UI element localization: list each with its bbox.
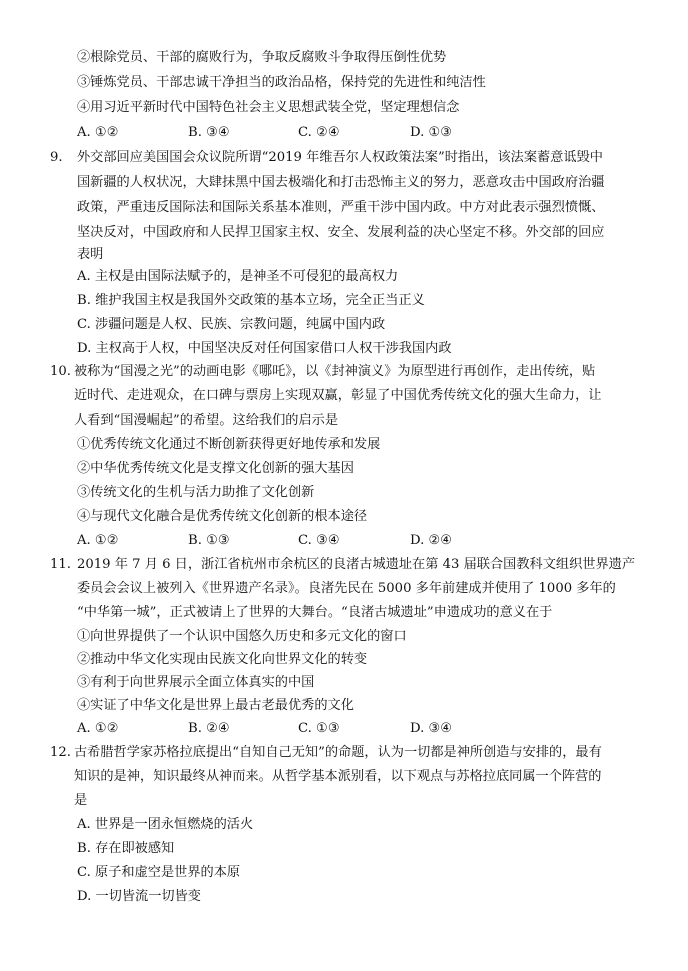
- q9-option-b: B. 维护我国主权是我国外交政策的基本立场，完全正当正义: [77, 293, 425, 308]
- q11-item-3: ③有利于向世界展示全面立体真实的中国: [77, 675, 315, 690]
- q10-item-2: ②中华优秀传统文化是支撑文化创新的强大基因: [77, 461, 354, 476]
- q10-item-1: ①优秀传统文化通过不断创新获得更好地传承和发展: [77, 437, 381, 452]
- q9-option-a: A. 主权是由国际法赋予的，是神圣不可侵犯的最高权力: [77, 269, 399, 284]
- q11-option-a: A. ①②: [77, 721, 119, 736]
- q9-stem-line-2: 国新疆的人权状况，大肆抹黑中国去极端化和打击恐怖主义的努力，恶意攻击中国政府治疆: [77, 175, 605, 190]
- q12-option-d: D. 一切皆流一切皆变: [77, 889, 201, 904]
- q9-number: 9.: [50, 150, 63, 165]
- q9-stem-line-3: 政策，严重违反国际法和国际关系基本准则，严重干涉中国内政。中方对此表示强烈愤慨、: [77, 200, 605, 215]
- q11-option-c: C. ①③: [298, 721, 340, 736]
- q9-stem-line-1: 外交部回应美国国会众议院所谓“2019 年维吾尔人权政策法案”时指出，该法案蓄意诋毁中: [77, 150, 603, 165]
- q12-stem-line-3: 是: [74, 793, 88, 808]
- q11-option-b: B. ②④: [188, 721, 230, 736]
- q10-option-b: B. ①③: [188, 533, 230, 548]
- q8-option-a: A. ①②: [77, 125, 119, 140]
- q12-stem-line-2: 知识的是神，知识最终从神而来。从哲学基本派别看，以下观点与苏格拉底同属一个阵营的: [74, 769, 602, 784]
- q9-stem-line-5: 表明: [77, 247, 104, 262]
- q11-item-2: ②推动中华文化实现由民族文化向世界文化的转变: [77, 652, 368, 667]
- q9-stem-line-4: 坚决反对，中国政府和人民捍卫国家主权、安全、发展利益的决心坚定不移。外交部的回应: [77, 225, 605, 240]
- q12-option-c: C. 原子和虚空是世界的本原: [77, 865, 241, 880]
- q12-stem-line-1: 古希腊哲学家苏格拉底提出“自知自己无知”的命题，认为一切都是神所创造与安排的，最有: [74, 745, 602, 760]
- q11-stem-line-1: 2019 年 7 月 6 日，浙江省杭州市余杭区的良渚古城遗址在第 43 届联合国教科文组织世界遗产: [77, 557, 636, 572]
- q8-option-c: C. ②④: [298, 125, 340, 140]
- q11-option-d: D. ③④: [410, 721, 453, 736]
- q11-number: 11.: [50, 557, 71, 572]
- q11-item-1: ①向世界提供了一个认识中国悠久历史和多元文化的窗口: [77, 629, 407, 644]
- q10-stem-line-2: 近时代、走进观众，在口碑与票房上实现双赢，彰显了中国优秀传统文化的强大生命力，让: [74, 388, 602, 403]
- q8-option-b: B. ③④: [188, 125, 230, 140]
- q10-stem-line-3: 人看到“国漫崛起”的希望。这给我们的启示是: [74, 413, 339, 428]
- q9-option-d: D. 主权高于人权，中国坚决反对任何国家借口人权干涉我国内政: [77, 341, 452, 356]
- q10-option-c: C. ③④: [298, 533, 340, 548]
- q8-item-4: ④用习近平新时代中国特色社会主义思想武装全党，坚定理想信念: [77, 100, 460, 115]
- q11-stem-line-3: “中华第一城”，正式被请上了世界的大舞台。“良渚古城遗址”申遗成功的意义在于: [77, 605, 553, 620]
- q11-item-4: ④实证了中华文化是世界上最古老最优秀的文化: [77, 698, 354, 713]
- q10-option-a: A. ①②: [77, 533, 119, 548]
- q10-option-d: D. ②④: [410, 533, 453, 548]
- q12-option-b: B. 存在即被感知: [77, 841, 175, 856]
- q8-option-d: D. ①③: [410, 125, 453, 140]
- q12-option-a: A. 世界是一团永恒燃烧的活火: [77, 817, 254, 832]
- q10-number: 10.: [50, 364, 71, 379]
- q9-option-c: C. 涉疆问题是人权、民族、宗教问题，纯属中国内政: [77, 317, 386, 332]
- q11-stem-line-2: 委员会会议上被列入《世界遗产名录》。良渚先民在 5000 多年前建成并使用了 1000 多年的: [77, 581, 616, 596]
- q10-stem-line-1: 被称为“国漫之光”的动画电影《哪吒》，以《封神演义》为原型进行再创作，走出传统，贴: [74, 364, 596, 379]
- q10-item-3: ③传统文化的生机与活力助推了文化创新: [77, 485, 315, 500]
- q10-item-4: ④与现代文化融合是优秀传统文化创新的根本途径: [77, 509, 368, 524]
- q12-number: 12.: [50, 745, 71, 760]
- q8-item-2: ②根除党员、干部的腐败行为，争取反腐败斗争取得压倒性优势: [77, 50, 447, 65]
- q8-item-3: ③锤炼党员、干部忠诚干净担当的政治品格，保持党的先进性和纯洁性: [77, 75, 486, 90]
